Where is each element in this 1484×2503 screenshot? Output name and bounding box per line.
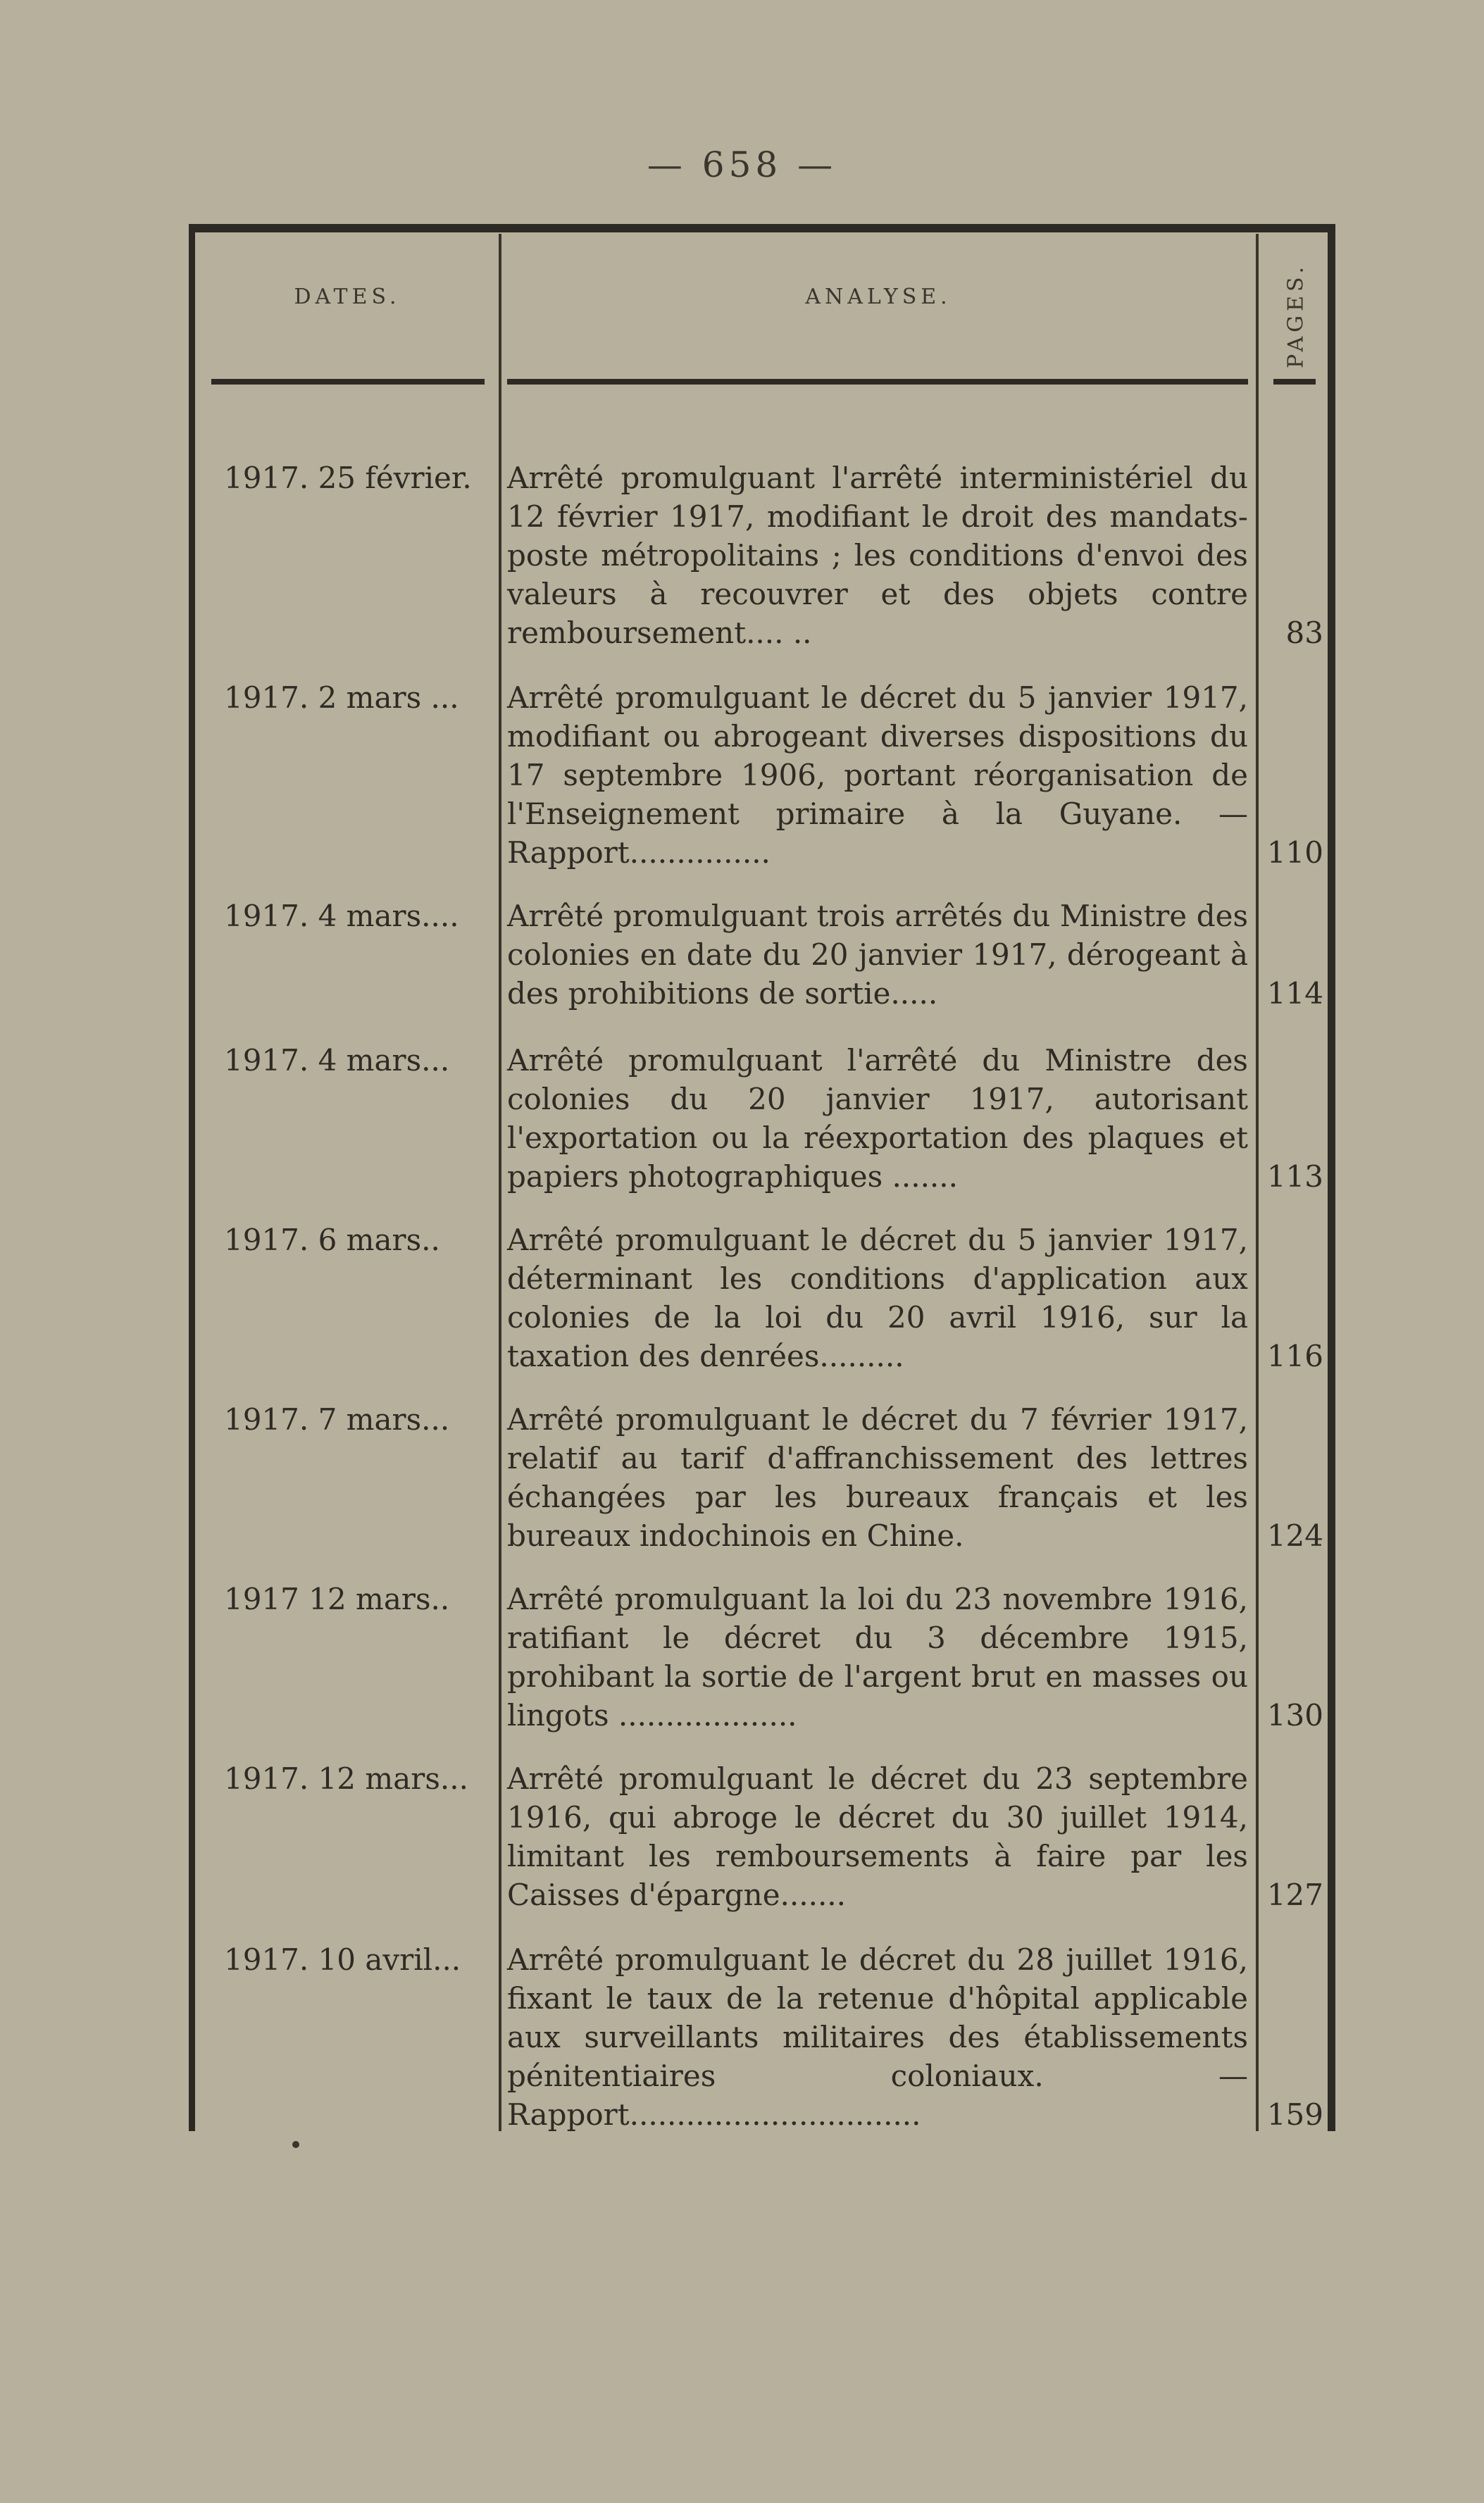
row-page: 124 [1266, 1518, 1323, 1553]
ink-dot [292, 2141, 299, 2148]
row-analysis: Arrêté promulguant le décret du 28 juillet 1916, fixant le taux de la retenue d'hôpital applicable aux surveillants militaires des établissements pénitentiaires coloniaux. — Rapport............................... [507, 1942, 1248, 2132]
row-date: 1917. 12 mars... [224, 1761, 468, 1796]
table-right-border [1328, 224, 1335, 2131]
row-page: 114 [1266, 976, 1323, 1011]
row-analysis: Arrêté promulguant le décret du 7 février 1917, relatif au tarif d'affranchissement des lettres échangées par les bureaux français et les bureaux indochinois en Chine. [507, 1402, 1248, 1553]
row-analysis: Arrêté promulguant le décret du 5 janvier 1917, déterminant les conditions d'application aux colonies de la loi du 20 avril 1916, sur la taxation des denrées......... [507, 1223, 1248, 1373]
row-page: 110 [1266, 835, 1323, 870]
page-number: — 658 — [647, 144, 837, 185]
column-divider-dates [499, 234, 501, 2131]
table-left-border [189, 224, 195, 2131]
header-rule-analyse [507, 379, 1248, 385]
header-pages: PAGES. [1283, 263, 1309, 368]
row-date: 1917 12 mars.. [224, 1582, 450, 1616]
row-analysis: Arrêté promulguant la loi du 23 novembre 1916, ratifiant le décret du 3 décembre 1915, prohibant la sortie de l'argent brut en masses ou lingots ................... [507, 1582, 1248, 1733]
row-analysis: Arrêté promulguant trois arrêtés du Ministre des colonies en date du 20 janvier 1917, dérogeant à des prohibitions de sortie..... [507, 899, 1248, 1011]
header-analyse: ANALYSE. [805, 285, 952, 309]
row-page: 113 [1266, 1159, 1323, 1194]
row-page: 127 [1266, 1878, 1323, 1912]
row-analysis: Arrêté promulguant l'arrêté interministériel du 12 février 1917, modifiant le droit des mandats-poste métropolitains ; les conditions d'envoi des valeurs à recouvrer et des objets contre remboursement.... .. [507, 461, 1248, 650]
row-date: 1917. 25 février. [224, 461, 472, 495]
header-rule-dates [211, 379, 485, 385]
row-date: 1917. 10 avril... [224, 1942, 461, 1977]
row-date: 1917. 2 mars ... [224, 680, 459, 715]
row-date: 1917. 7 mars... [224, 1402, 450, 1437]
row-page: 130 [1266, 1698, 1323, 1733]
row-analysis: Arrêté promulguant l'arrêté du Ministre des colonies du 20 janvier 1917, autorisant l'exportation ou la réexportation des plaques et papiers photographiques ....... [507, 1043, 1248, 1194]
column-divider-analyse [1256, 234, 1259, 2131]
row-page: 159 [1266, 2097, 1323, 2132]
index-table [189, 224, 1335, 2131]
row-page: 83 [1285, 616, 1323, 650]
row-analysis: Arrêté promulguant le décret du 5 janvier 1917, modifiant ou abrogeant diverses dispositions du 17 septembre 1906, portant réorganisation de l'Enseignement primaire à la Guyane. — Rapport............... [507, 680, 1248, 870]
row-date: 1917. 6 mars.. [224, 1223, 440, 1257]
header-pages-cell [1264, 263, 1328, 368]
row-page: 116 [1266, 1339, 1323, 1373]
row-date: 1917. 4 mars... [224, 1043, 450, 1078]
header-rule-pages [1273, 379, 1316, 385]
row-analysis: Arrêté promulguant le décret du 23 septembre 1916, qui abroge le décret du 30 juillet 1914, limitant les remboursements à faire par les Caisses d'épargne....... [507, 1761, 1248, 1912]
header-dates: DATES. [294, 285, 401, 309]
table-top-rule [189, 224, 1335, 232]
row-date: 1917. 4 mars.... [224, 899, 459, 933]
